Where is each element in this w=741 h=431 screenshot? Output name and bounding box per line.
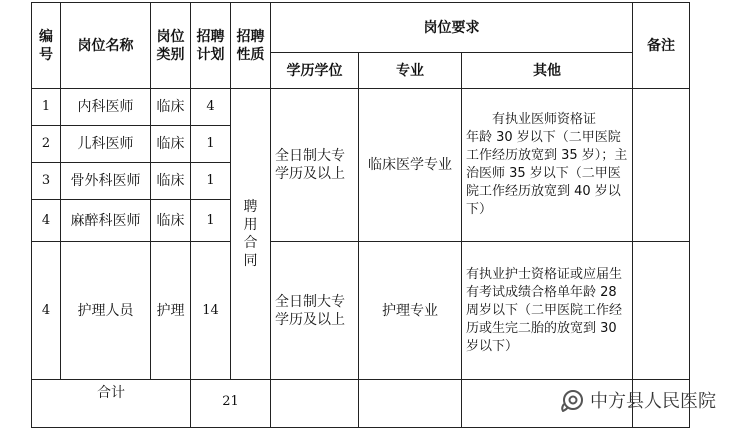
row-plan: 14: [191, 242, 231, 380]
table-row: [32, 89, 690, 126]
row-category: 临床: [151, 89, 191, 126]
row-no: 1: [32, 89, 61, 126]
row-plan: 4: [191, 89, 231, 126]
table-row: [32, 242, 690, 380]
row-category: 临床: [151, 163, 191, 200]
total-edu-empty: [271, 380, 359, 428]
total-major-empty: [359, 380, 462, 428]
doctor-remark: [633, 89, 690, 242]
nature-cell: 聘用合同: [231, 89, 271, 380]
header-requirements: 岗位要求: [271, 3, 633, 53]
doctor-other-line1: 有执业医师资格证: [492, 112, 597, 127]
row-no: 4: [32, 242, 61, 380]
row-no: 2: [32, 126, 61, 163]
row-name: 内科医师: [61, 89, 151, 126]
header-edu: 学历学位: [271, 53, 359, 89]
nurse-edu: 全日制大专学历及以上: [271, 242, 359, 380]
row-name: 骨外科医师: [61, 163, 151, 200]
doctor-edu: 全日制大专学历及以上: [271, 89, 359, 242]
row-plan: 1: [191, 126, 231, 163]
header-nature: 招聘性质: [231, 3, 271, 89]
row-plan: 1: [191, 200, 231, 242]
header-category: 岗位类别: [151, 3, 191, 89]
nurse-major: 护理专业: [359, 242, 462, 380]
watermark-text: 中方县人民医院: [590, 391, 716, 412]
header-no: 编号: [32, 3, 61, 89]
row-no: 4: [32, 200, 61, 242]
header-name: 岗位名称: [61, 3, 151, 89]
row-name: 儿科医师: [61, 126, 151, 163]
total-value: 21: [191, 380, 271, 428]
doctor-other: [462, 89, 633, 242]
row-category: 临床: [151, 126, 191, 163]
row-category: 护理: [151, 242, 191, 380]
doctor-other-rest: 年龄 30 岁以下（二甲医院工作经历放宽到 35 岁）；主治医师 35 岁以下（二甲医院工作经历放宽到 40 岁以下）: [466, 130, 628, 217]
recruitment-table: [31, 2, 690, 428]
header-other: 其他: [462, 53, 633, 89]
wechat-official-account-icon: [560, 388, 586, 412]
header-plan: 招聘计划: [191, 3, 231, 89]
header-remark: 备注: [633, 3, 690, 89]
doctor-major: 临床医学专业: [359, 89, 462, 242]
total-label: 合计: [32, 380, 191, 428]
header-major: 专业: [359, 53, 462, 89]
row-name: 护理人员: [61, 242, 151, 380]
watermark: [560, 385, 716, 415]
row-name: 麻醉科医师: [61, 200, 151, 242]
row-category: 临床: [151, 200, 191, 242]
row-no: 3: [32, 163, 61, 200]
row-plan: 1: [191, 163, 231, 200]
nurse-remark: [633, 242, 690, 380]
nurse-other: 有执业护士资格证或应届生有考试成绩合格单年龄 28 周岁以下（二甲医院工作经历或生完二胎的放宽到 30 岁以下）: [462, 242, 633, 380]
